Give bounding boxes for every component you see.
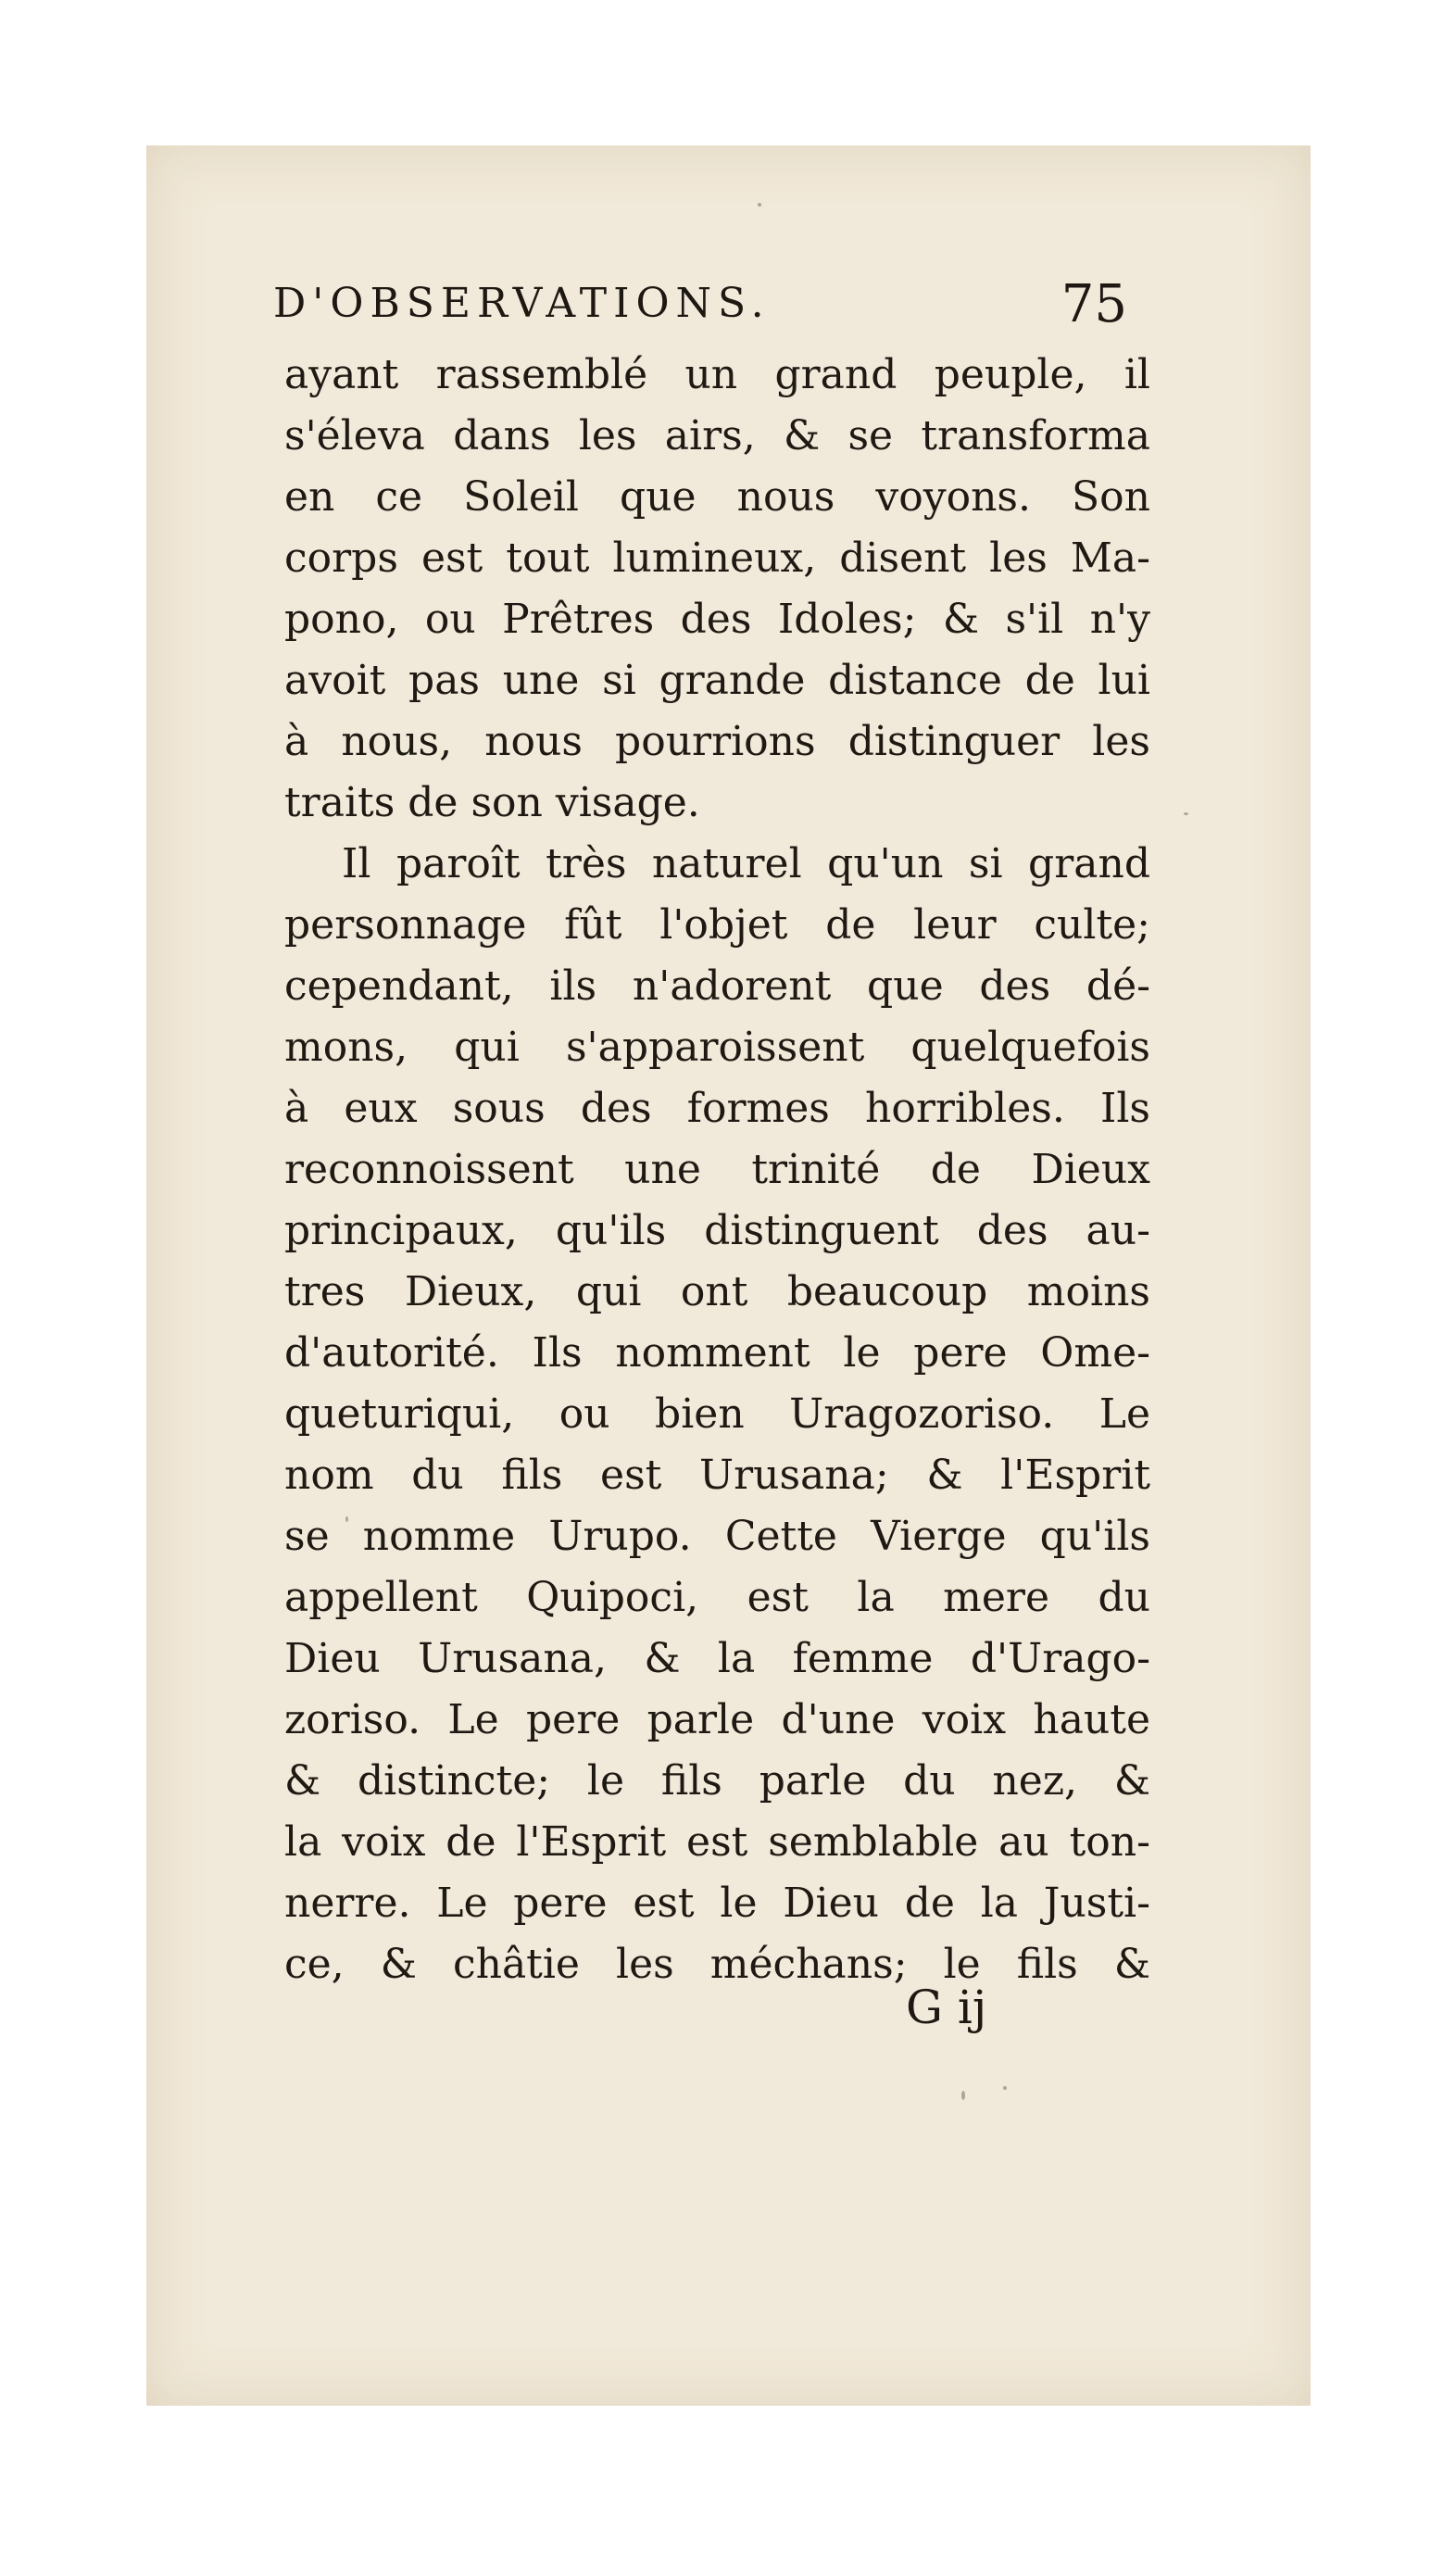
- text-line: pono, ou Prêtres des Idoles; & s'il n'y: [284, 596, 1150, 643]
- running-head: D'OBSERVATIONS.: [273, 280, 771, 327]
- text-line: traits de son visage.: [284, 779, 700, 826]
- signature-mark: G ij: [906, 1981, 987, 2034]
- text-line: Dieu Urusana, & la femme d'Urago-: [284, 1635, 1150, 1682]
- text-line: corps est tout lumineux, disent les Ma-: [284, 534, 1150, 582]
- paper-speck: [1184, 812, 1188, 815]
- text-line: nom du fils est Urusana; & l'Esprit: [284, 1452, 1150, 1499]
- paper-speck: [961, 2091, 965, 2100]
- text-line: nerre. Le pere est le Dieu de la Justi-: [284, 1880, 1150, 1927]
- text-line: queturiqui, ou bien Uragozoriso. Le: [284, 1390, 1150, 1438]
- text-line: d'autorité. Ils nomment le pere Ome-: [284, 1329, 1150, 1377]
- text-line: la voix de l'Esprit est semblable au ton-: [284, 1818, 1150, 1866]
- text-line: ayant rassemblé un grand peuple, il: [284, 351, 1150, 398]
- text-line: zoriso. Le pere parle d'une voix haute: [284, 1696, 1150, 1743]
- text-line: cependant, ils n'adorent que des dé-: [284, 962, 1150, 1010]
- text-line: se nomme Urupo. Cette Vierge qu'ils: [284, 1513, 1150, 1560]
- text-line: reconnoissent une trinité de Dieux: [284, 1146, 1150, 1193]
- paper-speck: [1003, 2086, 1007, 2090]
- text-line: avoit pas une si grande distance de lui: [284, 657, 1150, 704]
- text-line: & distincte; le fils parle du nez, &: [284, 1757, 1150, 1805]
- page-header: [273, 274, 1144, 345]
- text-line: en ce Soleil que nous voyons. Son: [284, 473, 1150, 521]
- text-line: ce, & châtie les méchans; le fils &: [284, 1941, 1150, 1988]
- text-line: à eux sous des formes horribles. Ils: [284, 1085, 1150, 1132]
- paper-speck: [758, 203, 761, 207]
- text-line: personnage fût l'objet de leur culte;: [284, 901, 1150, 949]
- text-line: s'éleva dans les airs, & se transforma: [284, 412, 1150, 459]
- text-line: Il paroît très naturel qu'un si grand: [342, 840, 1150, 887]
- body-text: [284, 345, 1150, 1995]
- text-line: appellent Quipoci, est la mere du: [284, 1574, 1150, 1621]
- text-line: tres Dieux, qui ont beaucoup moins: [284, 1268, 1150, 1315]
- page-number: 75: [1061, 274, 1127, 334]
- text-line: à nous, nous pourrions distinguer les: [284, 718, 1150, 765]
- text-line: mons, qui s'apparoissent quelquefois: [284, 1024, 1150, 1071]
- text-line: principaux, qu'ils distinguent des au-: [284, 1207, 1150, 1254]
